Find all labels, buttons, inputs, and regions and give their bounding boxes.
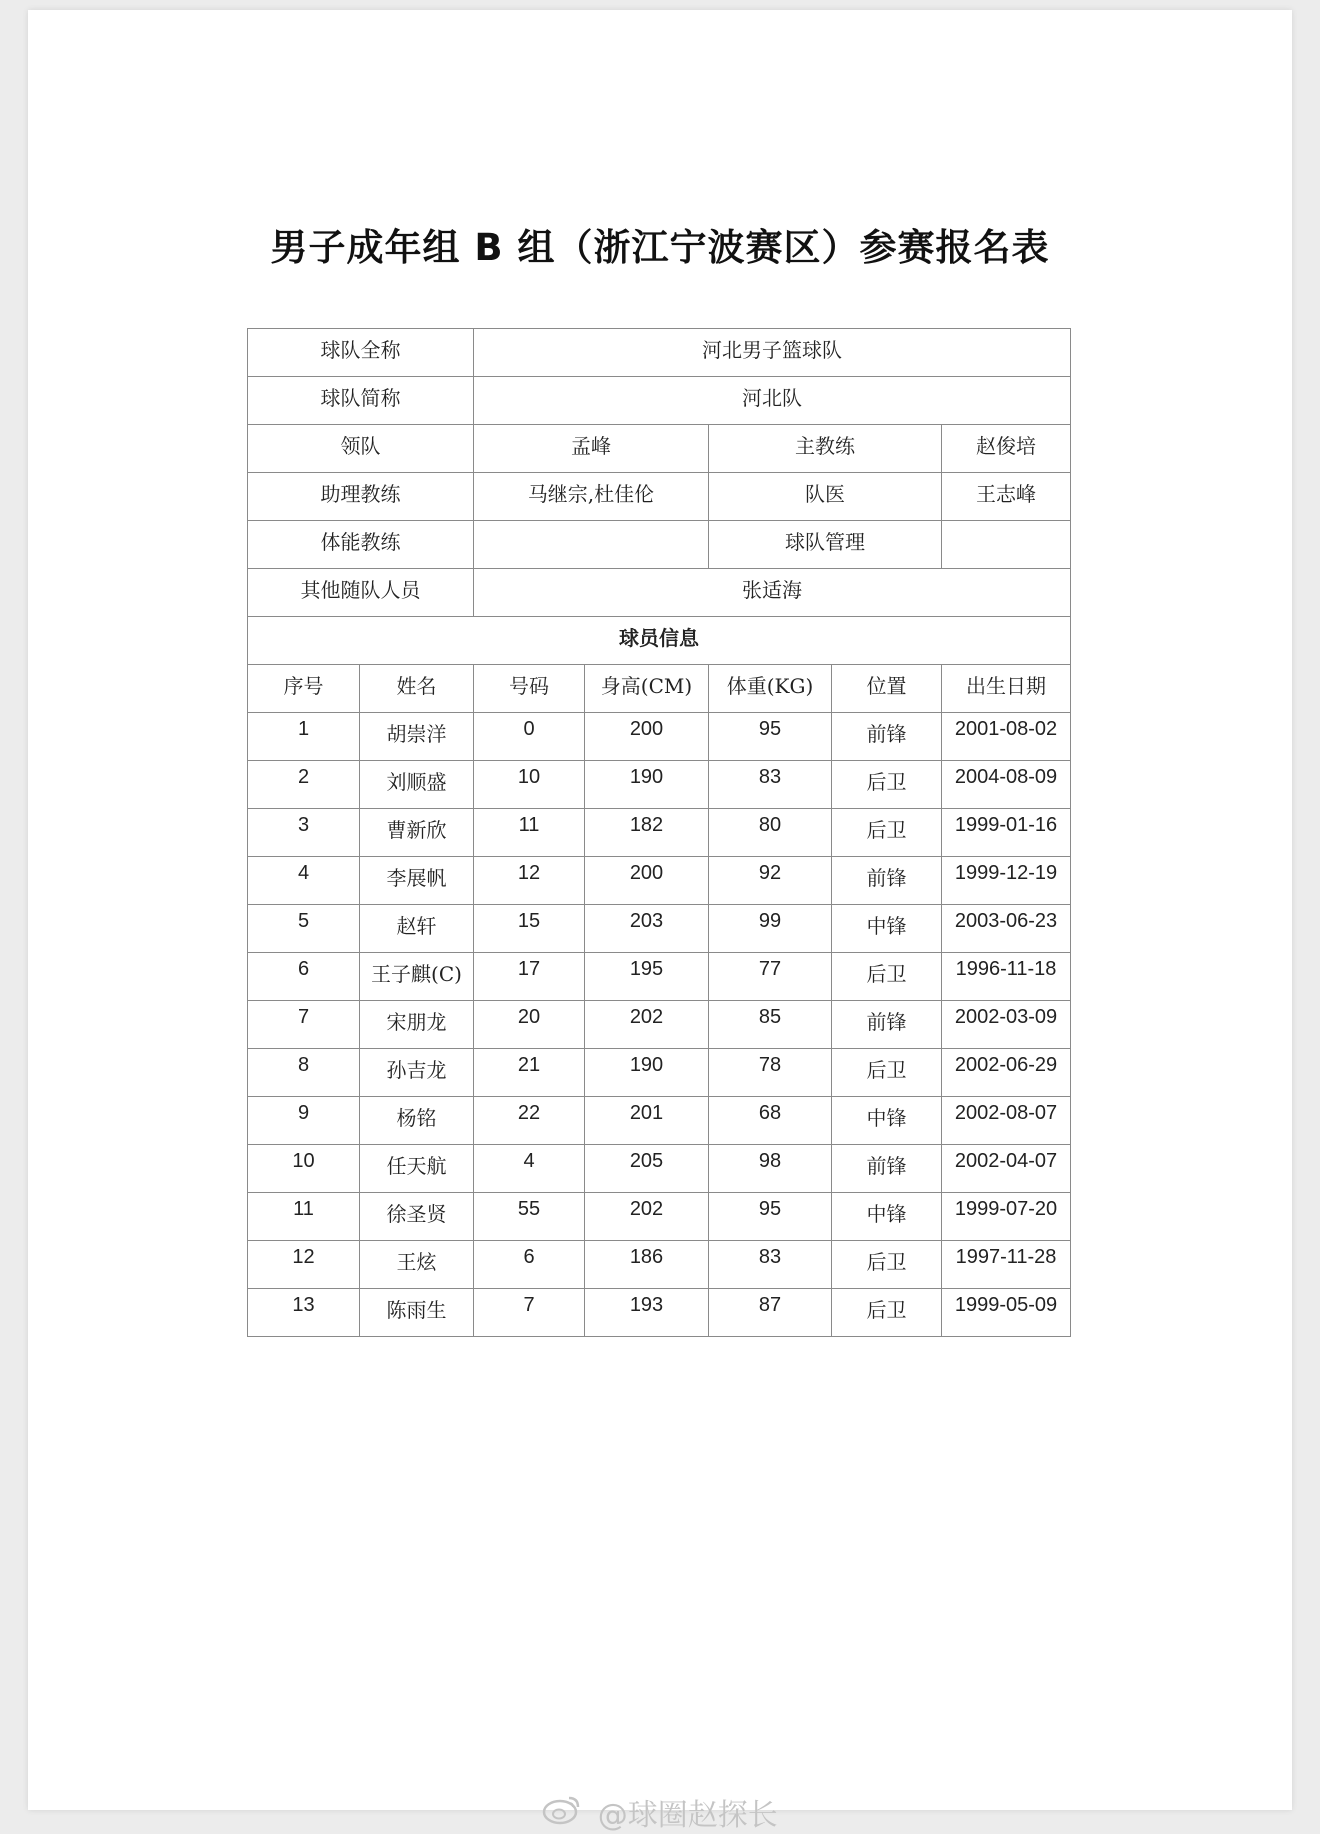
player-weight: 83 (709, 761, 832, 809)
leader-value: 孟峰 (474, 425, 709, 473)
player-number: 7 (474, 1289, 585, 1337)
column-header-index: 序号 (248, 665, 360, 713)
player-height: 190 (585, 761, 709, 809)
weibo-icon (542, 1793, 582, 1833)
player-position: 中锋 (832, 905, 942, 953)
team-manager-value (942, 521, 1071, 569)
players-section-row (248, 617, 1071, 665)
player-birthdate: 2004-08-09 (942, 761, 1071, 809)
player-row (248, 1193, 1071, 1241)
player-row (248, 1001, 1071, 1049)
player-row (248, 1145, 1071, 1193)
player-weight: 95 (709, 713, 832, 761)
column-header-number: 号码 (474, 665, 585, 713)
player-name: 宋朋龙 (360, 1001, 474, 1049)
team-short-name-value: 河北队 (474, 377, 1071, 425)
player-name: 赵轩 (360, 905, 474, 953)
player-row (248, 857, 1071, 905)
player-index: 2 (248, 761, 360, 809)
leader-row (248, 425, 1071, 473)
player-row (248, 1241, 1071, 1289)
player-name: 曹新欣 (360, 809, 474, 857)
player-weight: 80 (709, 809, 832, 857)
player-position: 后卫 (832, 1049, 942, 1097)
player-index: 9 (248, 1097, 360, 1145)
player-height: 182 (585, 809, 709, 857)
head-coach-value: 赵俊培 (942, 425, 1071, 473)
player-position: 前锋 (832, 713, 942, 761)
player-index: 11 (248, 1193, 360, 1241)
player-number: 17 (474, 953, 585, 1001)
players-section-title: 球员信息 (248, 617, 1071, 665)
fitness-coach-value (474, 521, 709, 569)
fitness-coach-label: 体能教练 (248, 521, 474, 569)
player-index: 7 (248, 1001, 360, 1049)
player-birthdate: 2002-03-09 (942, 1001, 1071, 1049)
player-index: 12 (248, 1241, 360, 1289)
player-weight: 92 (709, 857, 832, 905)
player-height: 205 (585, 1145, 709, 1193)
player-position: 后卫 (832, 1241, 942, 1289)
player-index: 8 (248, 1049, 360, 1097)
player-position: 后卫 (832, 1289, 942, 1337)
player-index: 10 (248, 1145, 360, 1193)
watermark (28, 1790, 1292, 1834)
player-number: 22 (474, 1097, 585, 1145)
player-birthdate: 1999-07-20 (942, 1193, 1071, 1241)
player-position: 中锋 (832, 1097, 942, 1145)
player-position: 前锋 (832, 857, 942, 905)
player-weight: 77 (709, 953, 832, 1001)
leader-label: 领队 (248, 425, 474, 473)
player-weight: 68 (709, 1097, 832, 1145)
registration-form-table (247, 328, 1071, 1337)
other-staff-value: 张适海 (474, 569, 1071, 617)
player-birthdate: 1999-05-09 (942, 1289, 1071, 1337)
page-title: 男子成年组 B 组（浙江宁波赛区）参赛报名表 (270, 226, 1050, 269)
player-height: 203 (585, 905, 709, 953)
other-staff-label: 其他随队人员 (248, 569, 474, 617)
player-birthdate: 1999-12-19 (942, 857, 1071, 905)
player-name: 陈雨生 (360, 1289, 474, 1337)
head-coach-label: 主教练 (709, 425, 942, 473)
player-row (248, 761, 1071, 809)
player-number: 12 (474, 857, 585, 905)
player-birthdate: 2002-08-07 (942, 1097, 1071, 1145)
team-short-name-label: 球队简称 (248, 377, 474, 425)
column-header-position: 位置 (832, 665, 942, 713)
player-position: 前锋 (832, 1001, 942, 1049)
player-row (248, 953, 1071, 1001)
player-number: 55 (474, 1193, 585, 1241)
player-birthdate: 1999-01-16 (942, 809, 1071, 857)
player-height: 193 (585, 1289, 709, 1337)
player-weight: 85 (709, 1001, 832, 1049)
player-number: 11 (474, 809, 585, 857)
player-row (248, 1289, 1071, 1337)
player-name: 刘顺盛 (360, 761, 474, 809)
team-manager-label: 球队管理 (709, 521, 942, 569)
player-name: 杨铭 (360, 1097, 474, 1145)
assistant-coach-label: 助理教练 (248, 473, 474, 521)
column-header-name: 姓名 (360, 665, 474, 713)
player-birthdate: 2001-08-02 (942, 713, 1071, 761)
player-birthdate: 2003-06-23 (942, 905, 1071, 953)
player-height: 202 (585, 1193, 709, 1241)
player-weight: 99 (709, 905, 832, 953)
watermark-text: @球圈赵探长 (597, 1798, 778, 1833)
player-row (248, 905, 1071, 953)
player-number: 0 (474, 713, 585, 761)
player-index: 4 (248, 857, 360, 905)
player-height: 186 (585, 1241, 709, 1289)
player-position: 中锋 (832, 1193, 942, 1241)
team-full-name-value: 河北男子篮球队 (474, 329, 1071, 377)
player-name: 徐圣贤 (360, 1193, 474, 1241)
player-number: 21 (474, 1049, 585, 1097)
player-height: 200 (585, 713, 709, 761)
player-position: 后卫 (832, 953, 942, 1001)
player-position: 前锋 (832, 1145, 942, 1193)
player-name: 孙吉龙 (360, 1049, 474, 1097)
column-header-weight: 体重(KG) (709, 665, 832, 713)
player-height: 195 (585, 953, 709, 1001)
team-full-name-label: 球队全称 (248, 329, 474, 377)
player-height: 201 (585, 1097, 709, 1145)
column-header-height: 身高(CM) (585, 665, 709, 713)
player-name: 胡崇洋 (360, 713, 474, 761)
player-number: 15 (474, 905, 585, 953)
player-height: 202 (585, 1001, 709, 1049)
player-name: 王炫 (360, 1241, 474, 1289)
player-weight: 87 (709, 1289, 832, 1337)
player-birthdate: 2002-04-07 (942, 1145, 1071, 1193)
player-row (248, 809, 1071, 857)
player-row (248, 1097, 1071, 1145)
player-height: 190 (585, 1049, 709, 1097)
player-index: 3 (248, 809, 360, 857)
fitness-row (248, 521, 1071, 569)
player-birthdate: 1997-11-28 (942, 1241, 1071, 1289)
player-height: 200 (585, 857, 709, 905)
player-birthdate: 2002-06-29 (942, 1049, 1071, 1097)
player-number: 10 (474, 761, 585, 809)
player-number: 20 (474, 1001, 585, 1049)
player-weight: 95 (709, 1193, 832, 1241)
other-staff-row (248, 569, 1071, 617)
player-index: 13 (248, 1289, 360, 1337)
player-row (248, 713, 1071, 761)
doctor-label: 队医 (709, 473, 942, 521)
column-header-birthdate: 出生日期 (942, 665, 1071, 713)
doctor-value: 王志峰 (942, 473, 1071, 521)
player-name: 任天航 (360, 1145, 474, 1193)
player-index: 1 (248, 713, 360, 761)
assistant-coach-value: 马继宗,杜佳伦 (474, 473, 709, 521)
player-header-row (248, 665, 1071, 713)
player-name: 李展帆 (360, 857, 474, 905)
player-index: 5 (248, 905, 360, 953)
document-page (28, 10, 1292, 1833)
player-index: 6 (248, 953, 360, 1001)
player-name: 王子麒(C) (360, 953, 474, 1001)
player-position: 后卫 (832, 761, 942, 809)
player-position: 后卫 (832, 809, 942, 857)
player-weight: 83 (709, 1241, 832, 1289)
player-row (248, 1049, 1071, 1097)
team-info-section (248, 329, 1071, 713)
assistant-row (248, 473, 1071, 521)
player-birthdate: 1996-11-18 (942, 953, 1071, 1001)
player-number: 4 (474, 1145, 585, 1193)
player-weight: 98 (709, 1145, 832, 1193)
team-short-name-row (248, 377, 1071, 425)
player-weight: 78 (709, 1049, 832, 1097)
team-full-name-row (248, 329, 1071, 377)
player-number: 6 (474, 1241, 585, 1289)
player-rows (248, 713, 1071, 1337)
